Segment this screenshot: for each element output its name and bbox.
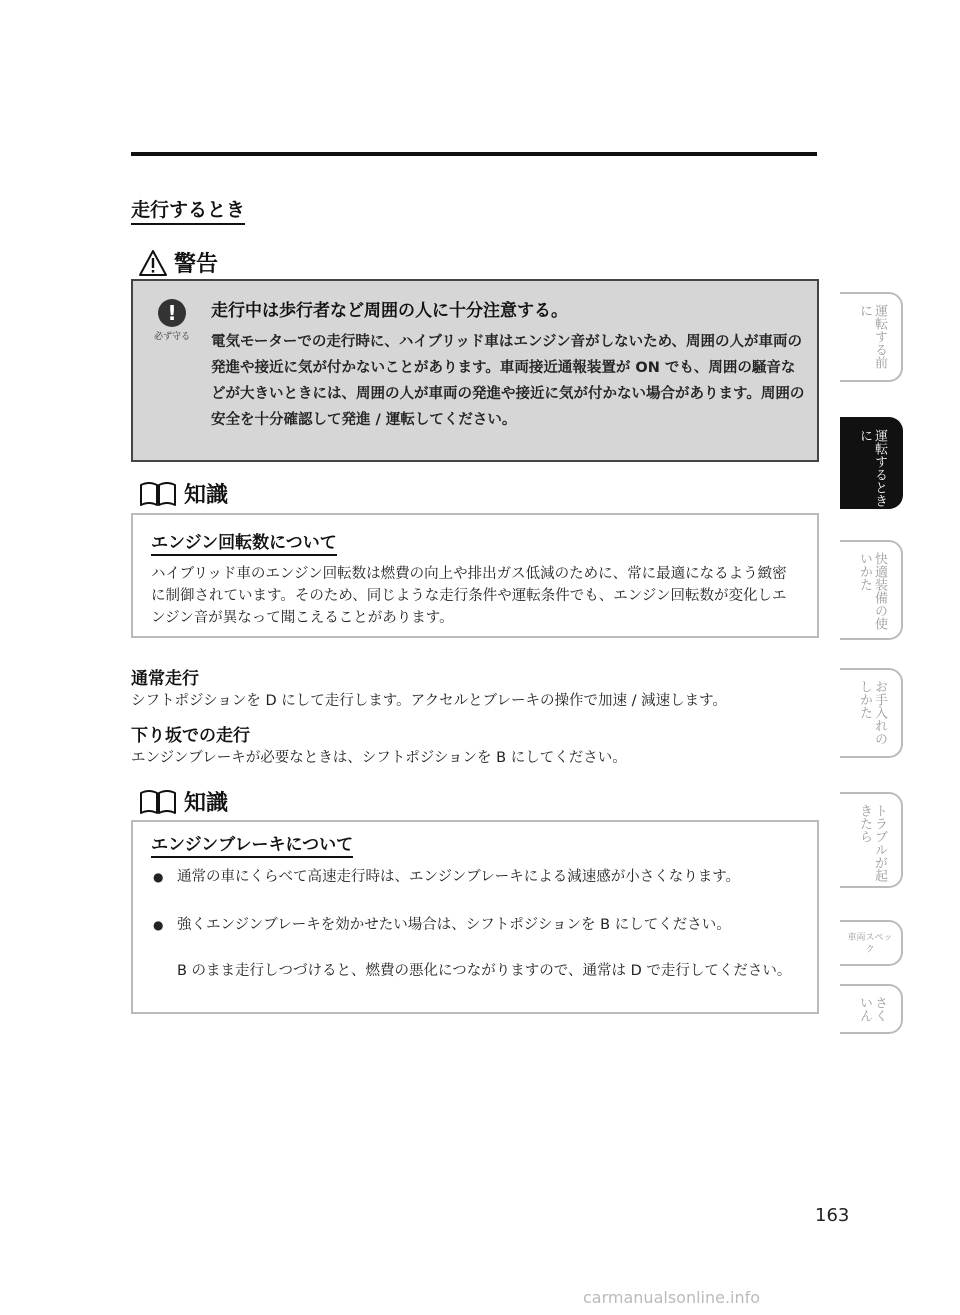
side-tab-label: 車両スペック xyxy=(847,933,893,955)
warning-heading-label: 警告 xyxy=(174,252,219,277)
warning-box xyxy=(131,279,819,462)
watermark: carmanualsonline.info xyxy=(583,1288,761,1307)
knowledge-heading-1 xyxy=(138,478,228,509)
must-follow-badge xyxy=(152,299,192,342)
side-tab-comfort-features[interactable] xyxy=(840,540,903,640)
side-tab-label: 運転する前に xyxy=(857,304,887,369)
normal-driving-title: 通常走行 xyxy=(131,669,199,689)
bullet-item xyxy=(151,866,801,888)
knowledge-box-1 xyxy=(131,513,819,638)
warning-title: 走行中は歩行者など周囲の人に十分注意する。 xyxy=(211,301,568,321)
knowledge-body-1: ハイブリッド車のエンジン回転数は燃費の向上や排出ガス低減のために、常に最適になるよう緻密に制御されています。そのため、同じような走行条件や運転条件でも、エンジン回転数が変化しエンジン音が異なって聞こえることがあります。 xyxy=(151,566,787,626)
side-tab-label: トラブルが起きたら xyxy=(857,804,887,882)
side-tab-label: さくいん xyxy=(857,996,887,1022)
bullet-item xyxy=(151,914,801,936)
warning-triangle-icon xyxy=(138,249,168,277)
side-tab-before-driving[interactable] xyxy=(840,292,903,382)
bullet-text: 強くエンジンブレーキを効かせたい場合は、シフトポジションを B にしてください。 xyxy=(177,917,731,933)
book-icon xyxy=(138,788,178,816)
knowledge-title-1: エンジン回転数について xyxy=(151,532,337,556)
warning-heading xyxy=(138,247,218,278)
must-follow-caption: 必ず守る xyxy=(153,332,190,342)
knowledge-box-2 xyxy=(131,820,819,1014)
exclamation-icon: ! xyxy=(158,299,186,327)
bullet-note-text: B のまま走行しつづけると、燃費の悪化につながりますので、通常は D で走行してください。 xyxy=(177,963,792,979)
side-tab-label: 運転するときに xyxy=(857,429,887,507)
warning-body: 電気モーターでの走行時に、ハイブリッド車はエンジン音がしないため、周囲の人が車両の発進や接近に気が付かないことがあります。車両接近通報装置が ON でも、周囲の騒音などが大きいときには、周囲の人が車両の発進や接近に気が付かない場合があります。周囲の安全を十分確認して発進 / 運転してください。 xyxy=(211,334,805,428)
downhill-title: 下り坂での走行 xyxy=(131,726,250,746)
side-tab-specifications[interactable] xyxy=(840,920,903,966)
top-rule xyxy=(131,152,817,156)
side-tab-when-driving[interactable] xyxy=(840,417,903,509)
bullet-dot-icon: ● xyxy=(153,918,164,932)
knowledge-heading-label-1: 知識 xyxy=(184,483,229,508)
bullet-note xyxy=(151,960,801,982)
knowledge-heading-label-2: 知識 xyxy=(184,791,229,816)
bullet-dot-icon: ● xyxy=(153,870,164,884)
book-icon xyxy=(138,480,178,508)
side-tab-index[interactable] xyxy=(840,984,903,1034)
section-title: 走行するとき xyxy=(131,198,245,225)
bullet-text: 通常の車にくらべて高速走行時は、エンジンブレーキによる減速感が小さくなります。 xyxy=(177,869,741,885)
knowledge-heading-2 xyxy=(138,786,228,817)
side-tab-label: 快適装備の使いかた xyxy=(857,552,887,630)
side-tab-maintenance[interactable] xyxy=(840,668,903,758)
side-tab-troubleshooting[interactable] xyxy=(840,792,903,888)
page-number: 163 xyxy=(815,1205,850,1226)
downhill-body: エンジンブレーキが必要なときは、シフトポジションを B にしてください。 xyxy=(131,750,627,766)
side-tab-label: お手入れのしかた xyxy=(857,680,887,745)
normal-driving-body: シフトポジションを D にして走行します。アクセルとブレーキの操作で加速 / 減速します。 xyxy=(131,693,727,709)
knowledge-title-2: エンジンブレーキについて xyxy=(151,834,353,858)
